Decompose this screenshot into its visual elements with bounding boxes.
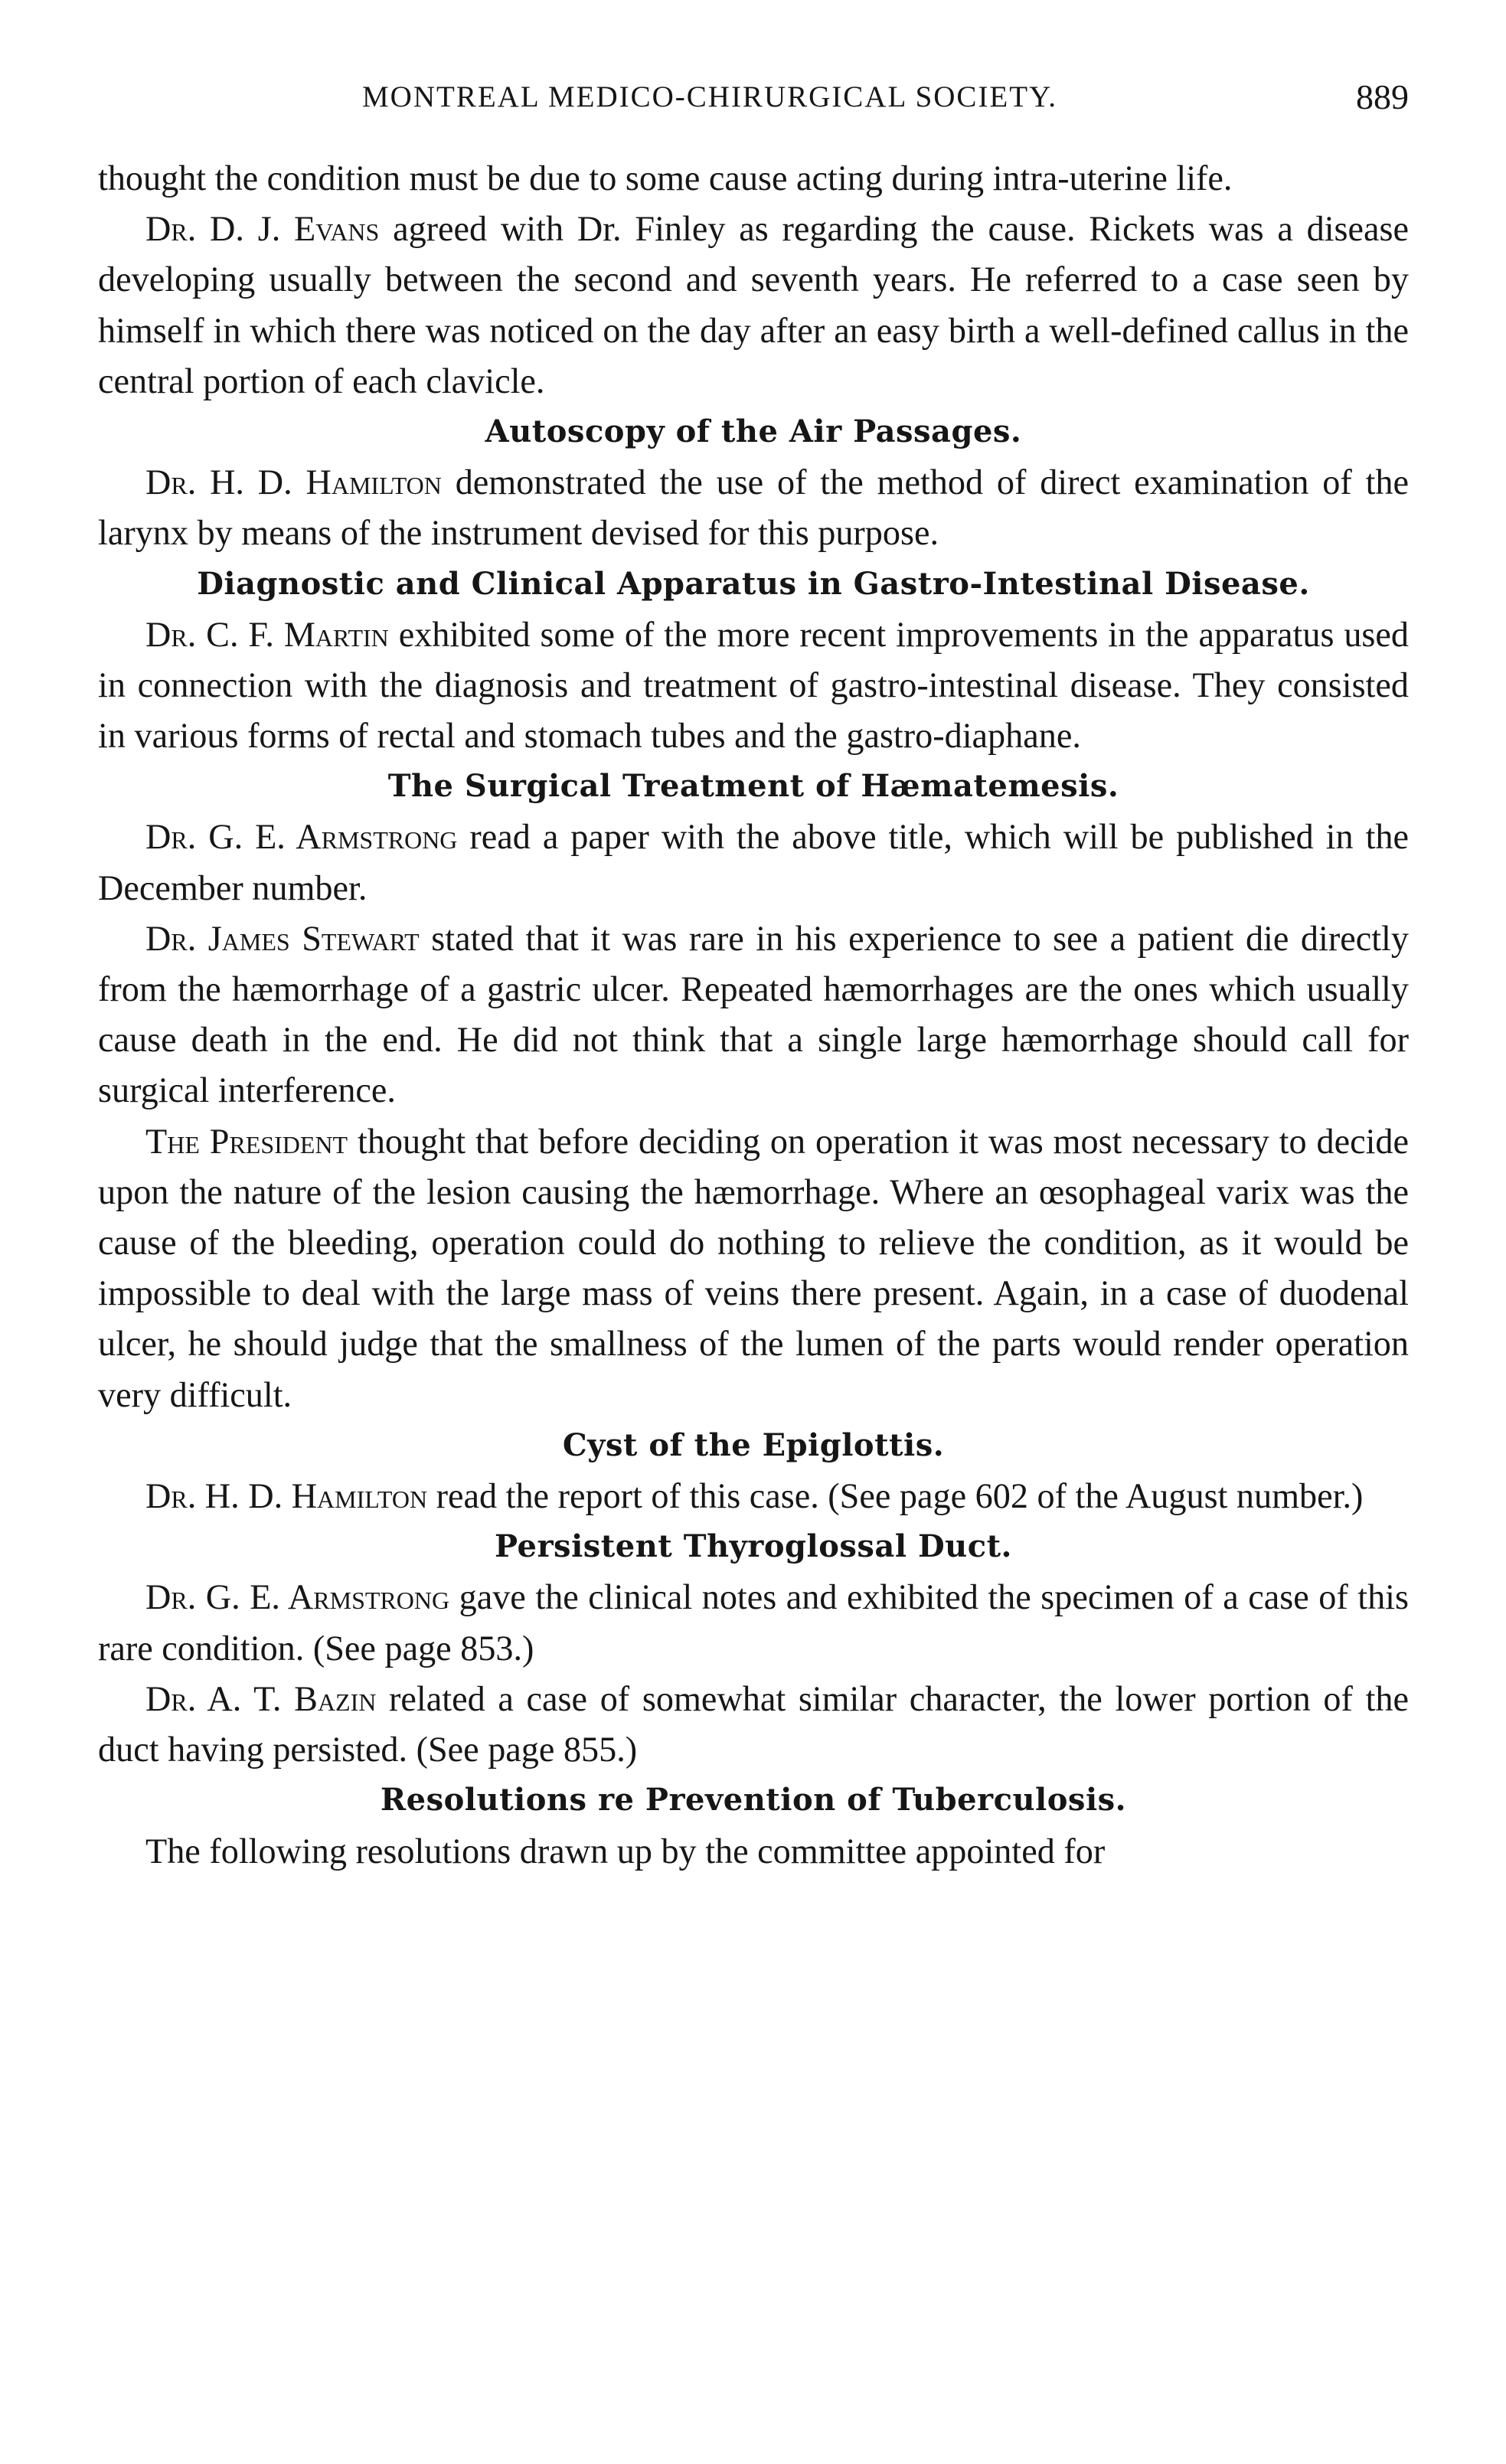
speaker-name: Dr. D. J. Evans (145, 209, 380, 249)
paragraph: thought the condition must be due to some cause acting during intra-uterine life. (98, 158, 1233, 198)
paragraph: Dr. H. D. Hamilton demonstrated the use of the method of direct examination of the larynx by means of the instrument devised for this purpose. (98, 462, 1409, 553)
paragraph: Dr. C. F. Martin exhibited some of the more recent improvements in the apparatus used in connection with the diagnosis and treatment of gastro-intestinal disease. They consisted in various forms of rectal and stomach tubes and the gastro-diaphane. (98, 614, 1409, 756)
speaker-name: Dr. G. E. Armstrong (145, 1577, 450, 1617)
running-head (98, 77, 1409, 123)
speaker-name: Dr. C. F. Martin (145, 614, 389, 654)
section-heading: Diagnostic and Clinical Apparatus in Gastro-Intestinal Disease. (197, 565, 1310, 602)
speaker-name: Dr. H. D. Hamilton (145, 1476, 428, 1516)
speaker-name: Dr. G. E. Armstrong (145, 817, 458, 857)
paragraph: Dr. G. E. Armstrong gave the clinical notes and exhibited the specimen of a case of this rare condition. (See page 853.) (98, 1577, 1409, 1668)
paragraph: Dr. D. J. Evans agreed with Dr. Finley as regarding the cause. Rickets was a disease developing usually between the second and seventh years. He referred to a case seen by himself in which there was noticed on the day after an easy birth a well-defined callus in the central portion of each clavicle. (98, 209, 1410, 400)
section-heading: Persistent Thyroglossal Duct. (495, 1528, 1012, 1565)
section-heading: The Surgical Treatment of Hæmatemesis. (387, 768, 1119, 805)
paragraph: The President thought that before deciding on operation it was most necessary to decide upon the nature of the lesion causing the hæmorrhage. Where an œsophageal varix was the cause of the bleeding, operation could do nothing to relieve the condition, as it would be impossible to deal with the large mass of veins there present. Again, in a case of duodenal ulcer, he should judge that the smallness of the lumen of the parts would render operation very difficult. (98, 1121, 1410, 1414)
speaker-name: Dr. James Stewart (145, 918, 420, 958)
page-number: 889 (1356, 77, 1409, 116)
speaker-name: The President (145, 1121, 348, 1161)
paragraph: Dr. H. D. Hamilton read the report of this case. (See page 602 of the August number.) (145, 1476, 1364, 1516)
section-heading: Cyst of the Epiglottis. (562, 1426, 945, 1463)
paragraph: Dr. A. T. Bazin related a case of somewhat similar character, the lower portion of the duct having persisted. (See page 855.) (98, 1678, 1409, 1770)
paragraph: The following resolutions drawn up by the committee appointed for (145, 1831, 1106, 1871)
section-heading: Resolutions re Prevention of Tuberculosis. (380, 1782, 1127, 1819)
paragraph: Dr. G. E. Armstrong read a paper with the above title, which will be published in the December number. (98, 817, 1409, 907)
journal-page (98, 77, 1409, 1877)
speaker-name: Dr. A. T. Bazin (145, 1678, 377, 1718)
article-body (98, 153, 1409, 1877)
paragraph: Dr. James Stewart stated that it was rare in his experience to see a patient die directly from the hæmorrhage of a gastric ulcer. Repeated hæmorrhages are the ones which usually cause death in the end. He did not think that a single large hæmorrhage should call for surgical interference. (98, 918, 1409, 1110)
running-title: MONTREAL MEDICO-CHIRURGICAL SOCIETY. (362, 80, 1057, 113)
speaker-name: Dr. H. D. Hamilton (145, 462, 442, 502)
section-heading: Autoscopy of the Air Passages. (485, 413, 1022, 450)
